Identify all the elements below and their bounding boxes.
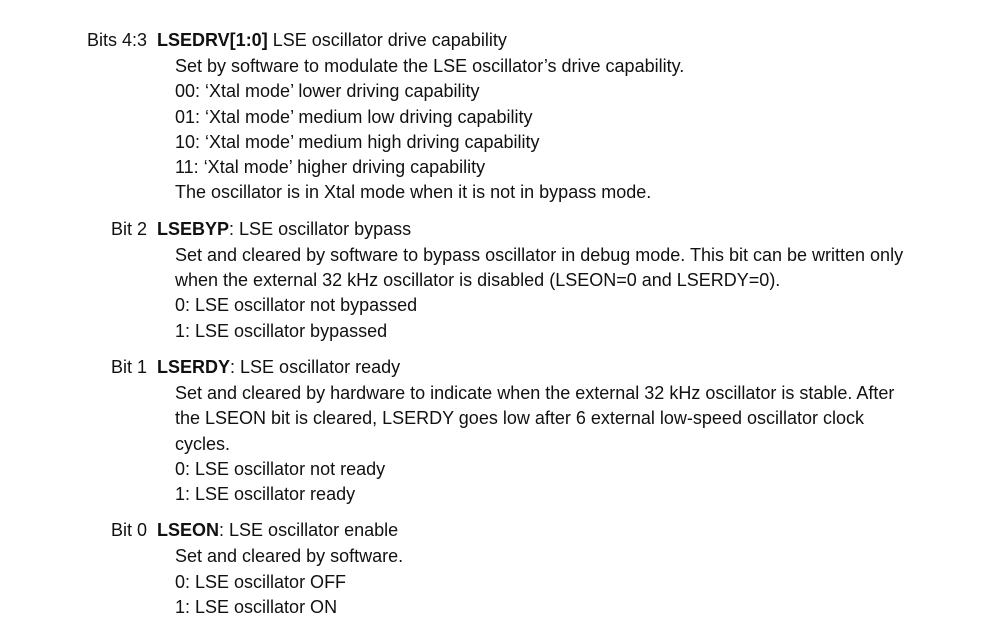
value-line: 1: LSE oscillator ready [175,484,356,505]
field-body [175,54,965,206]
bit-range: Bits 4:3 [86,30,147,50]
description-line: the LSEON bit is cleared, LSERDY goes low after 6 external low-speed oscillator clock [175,408,864,429]
field-body [175,381,965,507]
value-line: 11: ‘Xtal mode’ higher driving capability [175,157,486,178]
field-lseon [0,516,999,620]
value-line: 0: LSE oscillator not bypassed [175,295,418,316]
description-line: when the external 32 kHz oscillator is disabled (LSEON=0 and LSERDY=0). [175,270,781,291]
field-name: LSEON [157,520,220,541]
bit-range: Bit 0 [110,520,147,541]
value-line: 1: LSE oscillator ON [175,597,338,618]
field-name: LSEBYP [157,218,230,239]
description-line: Set and cleared by software to bypass oscillator in debug mode. This bit can be written only [175,244,904,265]
description-line: cycles. [175,433,231,454]
field-name: LSEDRV[1:0] [157,30,268,50]
field-name-line [157,215,411,243]
description-line: Set by software to modulate the LSE oscillator’s drive capability. [175,56,685,76]
field-title: LSE oscillator ready [240,356,401,377]
value-line: 01: ‘Xtal mode’ medium low driving capability [175,106,533,127]
value-line: 00: ‘Xtal mode’ lower driving capability [175,81,480,102]
field-header [0,353,999,381]
field-title: LSE oscillator drive capability [272,30,507,50]
field-name-line [157,26,507,54]
field-title: LSE oscillator bypass [239,218,412,239]
value-line: 0: LSE oscillator not ready [175,458,386,479]
description-line: The oscillator is in Xtal mode when it is not in bypass mode. [175,182,652,203]
field-title: LSE oscillator enable [229,520,399,541]
description-line: Set and cleared by software. [175,546,404,567]
field-body [175,243,965,344]
field-name-line [157,516,398,544]
field-separator: : [229,218,240,239]
register-description [0,26,999,620]
field-separator: : [219,520,230,541]
bit-range: Bit 1 [110,356,147,377]
value-line: 10: ‘Xtal mode’ medium high driving capability [175,131,540,152]
value-line: 1: LSE oscillator bypassed [175,320,388,341]
field-name-line [157,353,400,381]
field-lserdy [0,353,999,507]
field-header [0,26,999,54]
field-name: LSERDY [157,356,231,377]
field-lsedrv [0,26,999,206]
description-line: Set and cleared by hardware to indicate when the external 32 kHz oscillator is stable. After [175,382,895,403]
value-line: 0: LSE oscillator OFF [175,571,347,592]
field-lsebyp [0,215,999,344]
field-body [175,544,965,620]
field-separator: : [230,356,241,377]
field-header [0,215,999,243]
field-header [0,516,999,544]
bit-range: Bit 2 [110,218,147,239]
